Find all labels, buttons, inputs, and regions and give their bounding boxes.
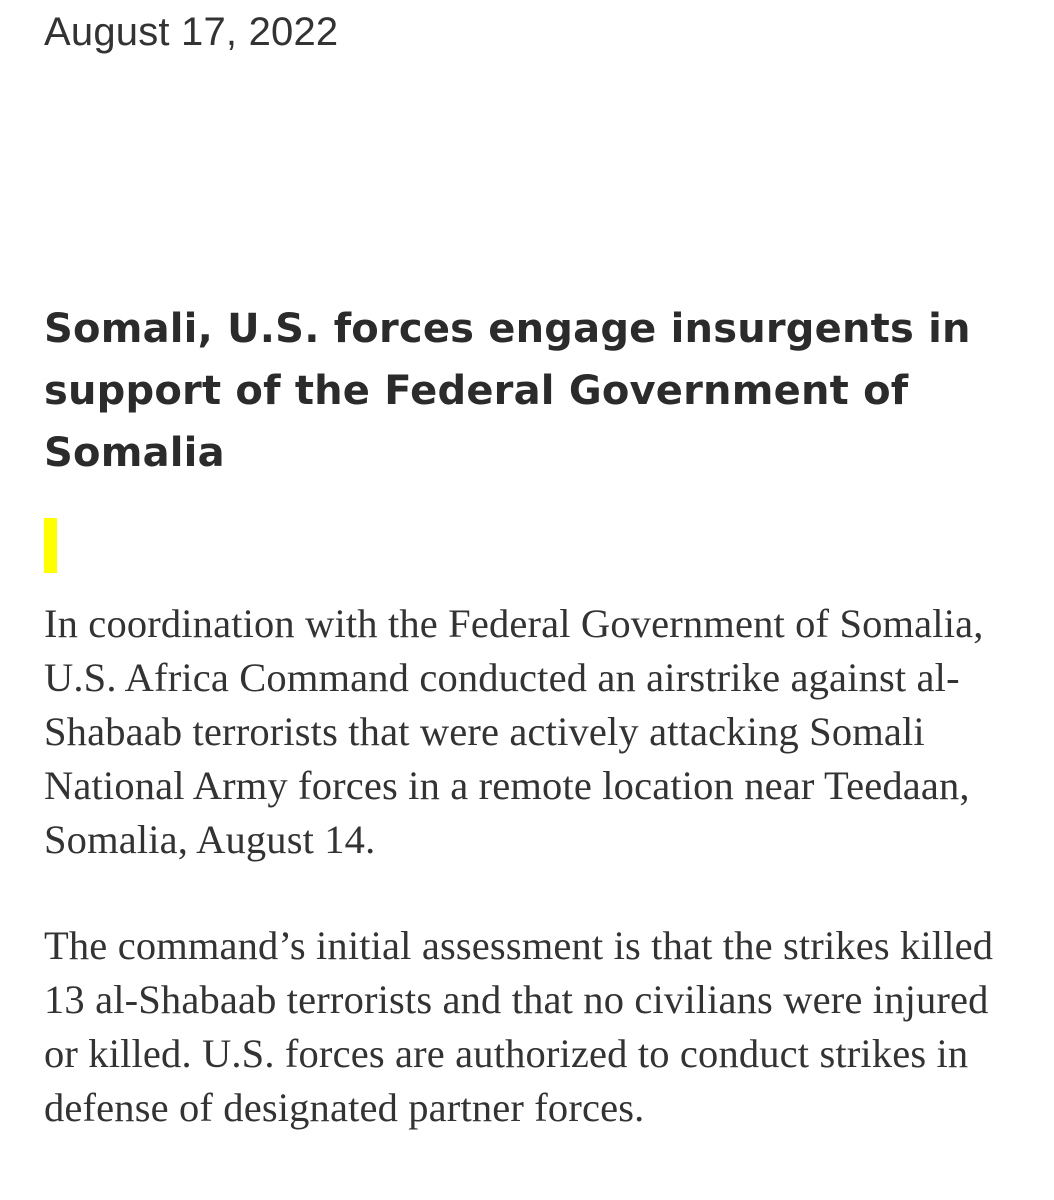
accent-divider bbox=[44, 518, 57, 573]
body-paragraph-2: The command’s initial assessment is that the strikes killed 13 al-Shabaab terrorists and that no civilians were injured or killed. U.S. forces are authorized to conduct strikes in defense of designated partner forces. bbox=[44, 923, 994, 1130]
body-paragraph-1: In coordination with the Federal Government of Somalia, U.S. Africa Command conducted an airstrike against al-Shabaab terrorists that were actively attacking Somali National Army forces in a remote location near Teedaan, Somalia, August 14. bbox=[44, 601, 984, 862]
publication-date: August 17, 2022 bbox=[44, 10, 339, 54]
article-headline: Somali, U.S. forces engage insurgents in support of the Federal Government of Somalia bbox=[44, 306, 971, 476]
